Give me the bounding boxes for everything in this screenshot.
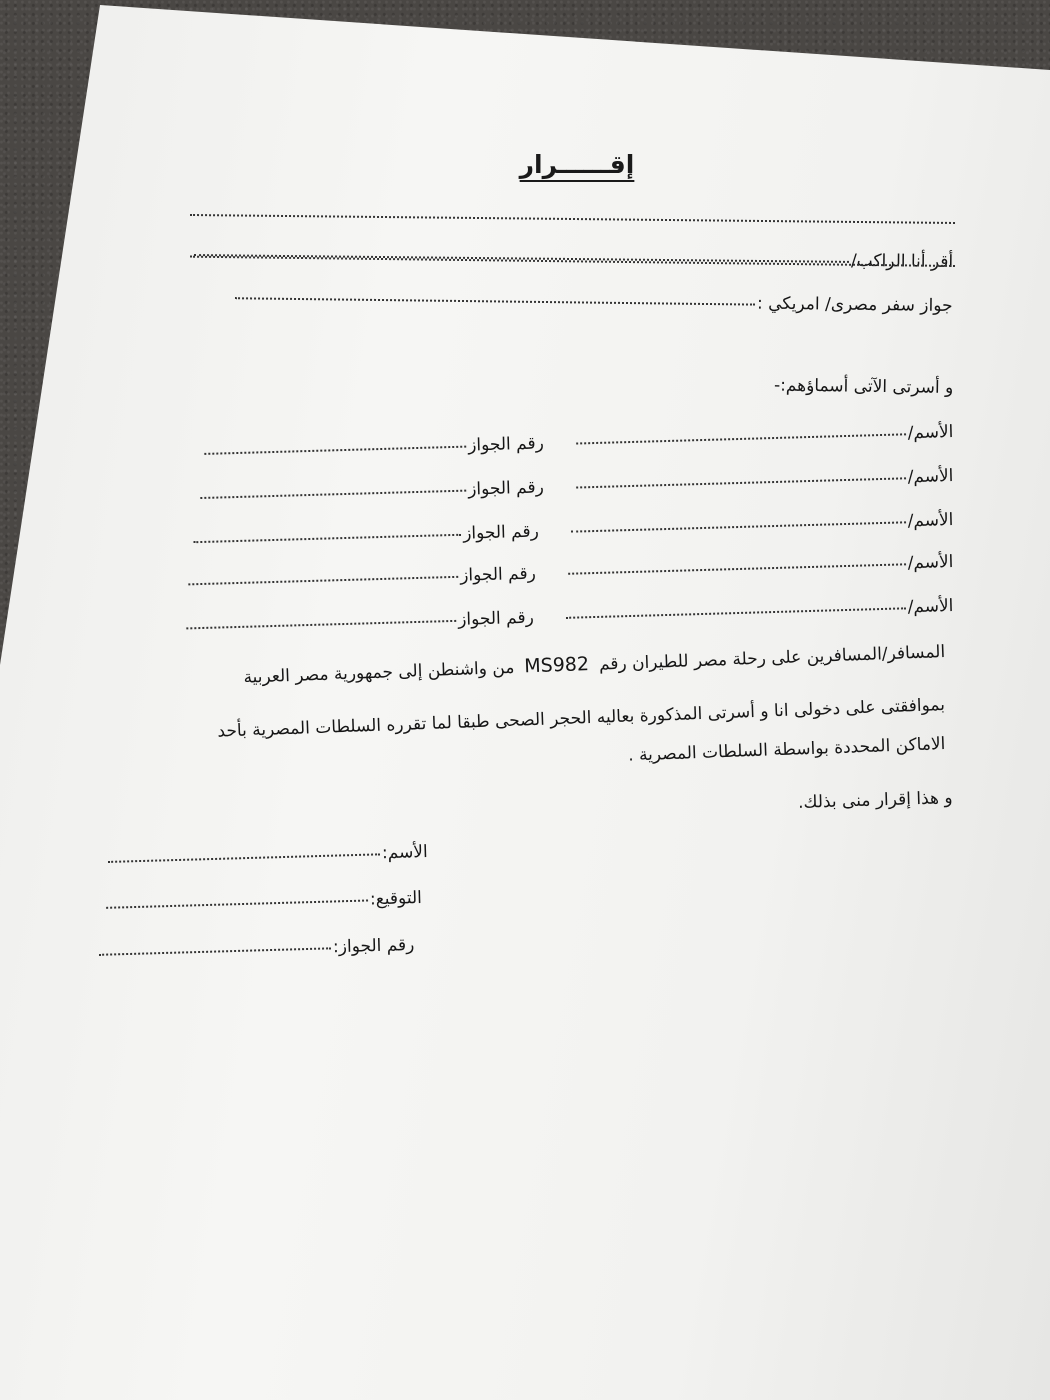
signature-passport-label: رقم الجواز: bbox=[332, 935, 415, 958]
family-name-label: الأسم/ bbox=[907, 510, 954, 532]
statement-line-2 bbox=[217, 695, 945, 742]
signature-passport-line bbox=[96, 935, 414, 964]
statement-line-1-start: المسافر/المسافرين على رحلة مصر للطيران رقم bbox=[598, 642, 946, 675]
closing-text: و هذا إقرار منى بذلك. bbox=[798, 788, 954, 813]
statement-line-3 bbox=[628, 734, 946, 766]
passport-line bbox=[233, 287, 953, 316]
family-row bbox=[198, 466, 954, 507]
family-name-field[interactable] bbox=[567, 563, 905, 574]
family-passport-field[interactable] bbox=[193, 534, 461, 543]
family-passport-field[interactable] bbox=[204, 446, 466, 455]
signature-line bbox=[104, 888, 422, 917]
family-row bbox=[184, 596, 954, 637]
flight-number: MS982 bbox=[523, 653, 590, 678]
family-name-field[interactable] bbox=[565, 607, 905, 618]
family-passport-label: رقم الجواز bbox=[467, 433, 544, 456]
family-intro-text: و أسرتى الآتى أسماؤهم:- bbox=[773, 375, 954, 398]
family-name-label: الأسم/ bbox=[907, 596, 954, 618]
family-passport-field[interactable] bbox=[186, 620, 456, 630]
signature-name-line bbox=[106, 842, 428, 871]
family-passport-label: رقم الجواز bbox=[462, 521, 539, 544]
family-row bbox=[202, 422, 954, 463]
family-name-label: الأسم/ bbox=[907, 466, 954, 488]
family-name-label: الأسم/ bbox=[907, 422, 954, 444]
family-name-field[interactable] bbox=[570, 521, 905, 532]
family-passport-field[interactable] bbox=[188, 576, 458, 586]
statement-line-2-text: بموافقتى على دخولى انا و أسرتى المذكورة بعاليه الحجر الصحى طبقا لما تقرره السلطات المصرية بأحد bbox=[217, 695, 946, 742]
signature-name-field[interactable] bbox=[108, 853, 380, 863]
signature-field[interactable] bbox=[106, 900, 368, 909]
passport-label: جواز سفر مصرى/ امريكي : bbox=[757, 293, 954, 316]
family-name-field[interactable] bbox=[575, 433, 905, 444]
family-name-label: الأسم/ bbox=[907, 552, 954, 574]
signature-name-label: الأسم: bbox=[382, 842, 429, 864]
statement-line-1-end: من واشنطن إلى جمهورية مصر العربية bbox=[243, 657, 515, 688]
family-passport-field[interactable] bbox=[200, 490, 466, 499]
family-passport-label: رقم الجواز bbox=[457, 607, 534, 630]
passport-type-field[interactable] bbox=[235, 297, 755, 305]
family-passport-label: رقم الجواز bbox=[467, 477, 544, 500]
signature-label: التوقيع: bbox=[369, 888, 423, 910]
document-title: إقــــــرار bbox=[519, 150, 635, 179]
statement-line-1 bbox=[243, 640, 945, 688]
passenger-label: أقر أنا الراكب/ bbox=[850, 250, 954, 272]
family-intro bbox=[774, 375, 954, 398]
statement-line-3-text: الاماكن المحددة بواسطة السلطات المصرية . bbox=[627, 734, 946, 766]
family-row bbox=[191, 510, 954, 551]
closing-statement bbox=[798, 788, 953, 813]
family-passport-label: رقم الجواز bbox=[459, 563, 536, 586]
family-row bbox=[186, 552, 954, 593]
signature-passport-field[interactable] bbox=[99, 947, 331, 955]
passenger-name-extra-line bbox=[190, 214, 955, 224]
family-name-field[interactable] bbox=[575, 477, 905, 488]
